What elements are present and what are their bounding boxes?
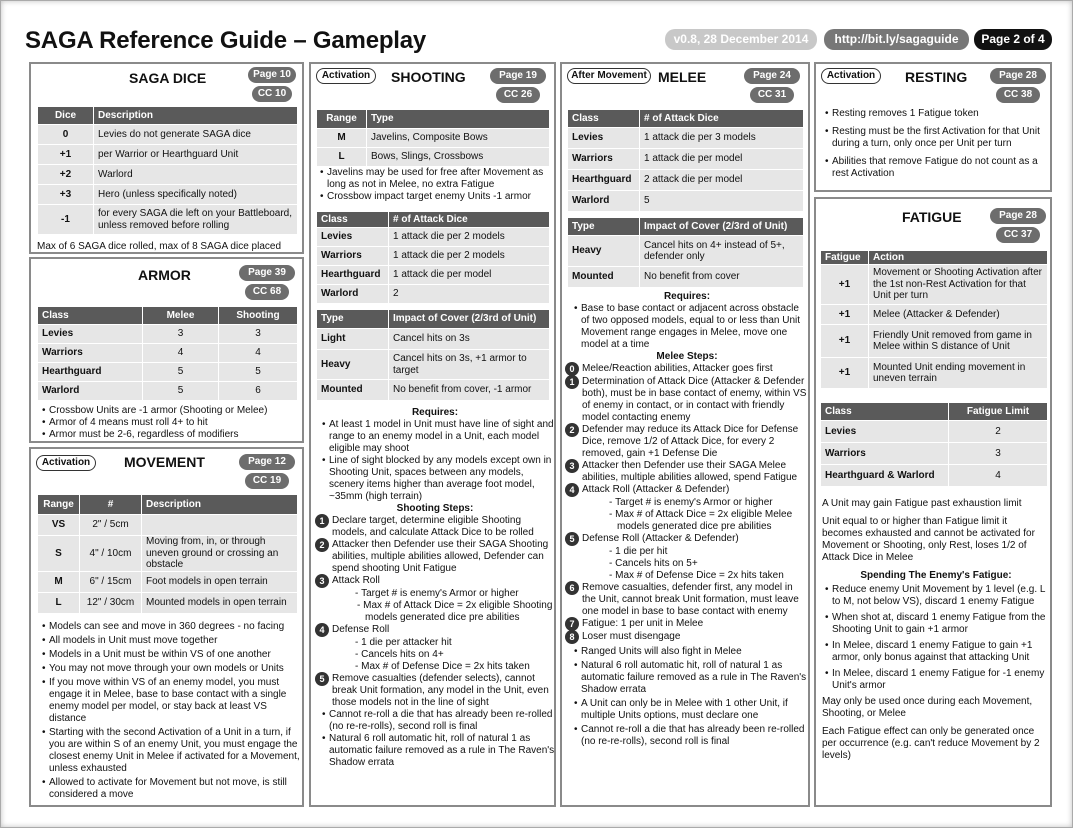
- melee-cover-table: [567, 217, 804, 288]
- guide-link[interactable]: http://bit.ly/sagaguide: [824, 29, 969, 50]
- requires-heading: Requires:: [411, 407, 459, 418]
- table-row: +1 Mounted Unit ending movement in uneven terrain: [821, 358, 1048, 389]
- list-item: • Cannot re-roll a die that has already been re-rolled (no re-re-rolls), second roll is final: [565, 724, 809, 748]
- table-row: +1 Movement or Shooting Activation after the 1st non-Rest Activation for that Unit per turn: [821, 265, 1048, 305]
- table-header: Shooting: [219, 307, 298, 325]
- list-item: • Crossbow impact target enemy Units -1 armor: [317, 191, 553, 203]
- table-row: Mounted No benefit from cover, -1 armor: [317, 380, 550, 401]
- melee-panel: [560, 62, 810, 807]
- movement-panel: [29, 447, 304, 807]
- table-header: Description: [94, 107, 298, 125]
- list-item: - Target # is enemy's Armor or higher: [609, 497, 773, 508]
- table-row: M Javelins, Composite Bows: [317, 129, 550, 148]
- list-item: 4 Defense Roll: [315, 624, 555, 637]
- table-header: Description: [142, 495, 298, 515]
- list-item: 3 Attacker then Defender use their SAGA Melee abilities, multiple abilities allowed, spend Fatigue: [565, 460, 809, 484]
- list-item: - Max # of Defense Dice = 2x hits taken: [609, 570, 784, 581]
- list-item: • In Melee, discard 1 enemy Fatigue for -1 enemy Unit's armor: [822, 668, 1050, 692]
- table-row: Hearthguard 2 attack die per model: [568, 170, 804, 191]
- step-number-icon: 8: [565, 630, 579, 644]
- list-item: • Armor of 4 means must roll 4+ to hit: [39, 417, 301, 429]
- version-badge: v0.8, 28 December 2014: [665, 29, 817, 50]
- shooting-activation-badge: Activation: [316, 68, 376, 84]
- step-number-icon: 5: [565, 532, 579, 546]
- table-row: L 12" / 30cm Mounted models in open terrain: [38, 593, 298, 614]
- table-row: +3 Hero (unless specifically noted): [38, 185, 298, 205]
- table-header: Type: [317, 310, 389, 329]
- table-row: Levies 1 attack die per 3 models: [568, 128, 804, 149]
- shooting-range-notes: [317, 167, 553, 203]
- fatigue-paragraph: A Unit may gain Fatigue past exhaustion limit: [822, 498, 1022, 509]
- list-item: 1 Determination of Attack Dice (Attacker & Defender both), must be in base contact of enemy, within VS of enemy in contact, or in contact with friendly model contacting enemy: [565, 376, 809, 424]
- table-row: -1 for every SAGA die left on your Battleboard, unless removed before rolling: [38, 205, 298, 235]
- step-number-icon: 4: [565, 483, 579, 497]
- list-item: 2 Attacker then Defender use their SAGA Shooting abilities, multiple abilities allowed, Defender can spend shooting Unit Fatigue: [315, 539, 555, 575]
- list-item: 5 Defense Roll (Attacker & Defender): [565, 533, 809, 546]
- fatigue-title: FATIGUE: [902, 209, 962, 225]
- list-item: 0 Melee/Reaction abilities, Attacker goes first: [565, 363, 809, 376]
- step-number-icon: 3: [315, 574, 329, 588]
- list-item: • Natural 6 roll automatic hit, roll of natural 1 as automatic failure removed as a rule in The Raven's Shadow errata: [315, 733, 555, 769]
- table-row: M 6" / 15cm Foot models in open terrain: [38, 572, 298, 593]
- movement-table: [37, 494, 298, 614]
- saga-dice-page-badge: Page 10: [248, 67, 296, 83]
- table-header: Dice: [38, 107, 94, 125]
- list-item: • Cannot re-roll a die that has already been re-rolled (no re-re-rolls), second roll is final: [315, 709, 555, 733]
- table-header: Class: [317, 212, 389, 228]
- steps-heading: Melee Steps:: [656, 351, 718, 362]
- list-item: 7 Fatigue: 1 per unit in Melee: [565, 618, 809, 631]
- list-item: • Base to base contact or adjacent across obstacle of two opposed models, equal to or less than Unit Movement range engages in Melee, move one model at a time: [565, 303, 809, 351]
- table-row: Warlord 5 6: [38, 382, 298, 401]
- fatigue-panel: [814, 197, 1052, 807]
- melee-cc-badge: CC 31: [750, 87, 794, 103]
- table-row: Hearthguard 5 5: [38, 363, 298, 382]
- saga-dice-panel: [29, 62, 304, 254]
- table-row: Warriors 3: [821, 443, 1048, 465]
- saga-dice-table: [37, 106, 298, 235]
- table-row: Warlord 5: [568, 191, 804, 212]
- list-item: - Cancels hits on 5+: [609, 558, 698, 569]
- armor-notes: [39, 405, 301, 441]
- list-item: • When shot at, discard 1 enemy Fatigue from the Shooting Unit to gain +1 armor: [822, 612, 1050, 636]
- resting-activation-badge: Activation: [821, 68, 881, 84]
- list-item: • Resting removes 1 Fatigue token: [822, 108, 1050, 120]
- list-item: • Crossbow Units are -1 armor (Shooting or Melee): [39, 405, 301, 417]
- table-row: Heavy Cancel hits on 4+ instead of 5+, defender only: [568, 236, 804, 267]
- resting-panel: [814, 62, 1052, 192]
- table-header: Range: [317, 110, 367, 129]
- saga-dice-cc-badge: CC 10: [252, 86, 292, 102]
- table-row: Levies 1 attack die per 2 models: [317, 228, 550, 247]
- saga-dice-title: SAGA DICE: [129, 70, 207, 86]
- list-item: • If you move within VS of an enemy model, you must engage it in Melee, base to base contact with a single enemy model per model, or stay back at least VS distance: [39, 677, 301, 725]
- resting-page-badge: Page 28: [990, 68, 1046, 84]
- table-row: Hearthguard 1 attack die per model: [317, 266, 550, 285]
- table-header: Type: [568, 218, 640, 236]
- shooting-cover-table: [316, 309, 550, 401]
- list-item: - 1 die per attacker hit: [355, 637, 452, 648]
- step-number-icon: 2: [565, 423, 579, 437]
- list-item: - Max # of Defense Dice = 2x hits taken: [355, 661, 530, 672]
- table-header: Impact of Cover (2/3rd of Unit): [389, 310, 550, 329]
- list-item: 1 Declare target, determine eligible Shooting models, and calculate Attack Dice to be rolled: [315, 515, 555, 539]
- list-item: - 1 die per hit: [609, 546, 668, 557]
- list-item: - Target # is enemy's Armor or higher: [355, 588, 519, 599]
- list-item: • Resting must be the first Activation for that Unit during a turn, only once per Unit per turn: [822, 126, 1050, 150]
- steps-heading: Shooting Steps:: [396, 503, 474, 514]
- list-item: 2 Defender may reduce its Attack Dice for Defense Dice, remove 1/2 of Attack Dice, for every 2 removed, gain +1 Defense Die: [565, 424, 809, 460]
- table-header: # of Attack Dice: [389, 212, 550, 228]
- shooting-attack-table: [316, 211, 550, 304]
- melee-attack-table: [567, 109, 804, 212]
- step-number-icon: 3: [565, 459, 579, 473]
- requires-heading: Requires:: [663, 291, 711, 302]
- movement-notes: [39, 621, 301, 801]
- table-row: Hearthguard & Warlord 4: [821, 465, 1048, 487]
- table-row: Levies 3 3: [38, 325, 298, 344]
- list-item: • Armor must be 2-6, regardless of modifiers: [39, 429, 301, 441]
- armor-cc-badge: CC 68: [245, 284, 289, 300]
- step-number-icon: 1: [315, 514, 329, 528]
- list-item: 6 Remove casualties, defender first, any model in the Unit, cannot break Unit formation, must leave one model in base to base contact with enemy: [565, 582, 809, 618]
- fatigue-paragraph: May only be used once during each Movement, Shooting, or Melee: [822, 696, 1033, 719]
- table-row: 0 Levies do not generate SAGA dice: [38, 125, 298, 145]
- table-row: +1 per Warrior or Hearthguard Unit: [38, 145, 298, 165]
- fatigue-rules: [822, 498, 1050, 762]
- step-number-icon: 5: [315, 672, 329, 686]
- list-item: 8 Loser must disengage: [565, 631, 809, 644]
- table-row: Warriors 1 attack die per model: [568, 149, 804, 170]
- table-row: Levies 2: [821, 421, 1048, 443]
- table-header: Class: [821, 403, 949, 421]
- list-item: 3 Attack Roll: [315, 575, 555, 588]
- list-item: 5 Remove casualties (defender selects), cannot break Unit formation, any model in the Unit, even those models not in the line of sight: [315, 673, 555, 709]
- table-header: # of Attack Dice: [640, 110, 804, 128]
- step-number-icon: 0: [565, 362, 579, 376]
- list-item: - Max # of Attack Dice = 2x eligible Melee models generated dice pre abilities: [609, 509, 793, 532]
- step-number-icon: 4: [315, 623, 329, 637]
- page-title: SAGA Reference Guide – Gameplay: [25, 27, 427, 54]
- table-header: Melee: [143, 307, 219, 325]
- table-header: Class: [568, 110, 640, 128]
- list-item: - Cancels hits on 4+: [355, 649, 444, 660]
- list-item: • Allowed to activate for Movement but not move, is still considered a move: [39, 777, 301, 801]
- list-item: • Models in a Unit must be within VS of one another: [39, 649, 301, 661]
- list-item: - Max # of Attack Dice = 2x eligible Shooting models generated dice pre abilities: [357, 600, 553, 623]
- melee-after-movement-badge: After Movement: [567, 68, 651, 84]
- armor-page-badge: Page 39: [239, 265, 295, 281]
- resting-cc-badge: CC 38: [996, 87, 1040, 103]
- armor-table: [37, 306, 298, 401]
- list-item: • At least 1 model in Unit must have line of sight and range to an enemy model in a Unit, each model eligible may shoot: [315, 419, 555, 455]
- list-item: • A Unit can only be in Melee with 1 other Unit, if multiple Units options, must declare one: [565, 698, 809, 722]
- fatigue-page-badge: Page 28: [990, 208, 1046, 224]
- table-header: Fatigue: [821, 251, 869, 265]
- movement-page-badge: Page 12: [239, 454, 295, 470]
- resting-title: RESTING: [905, 69, 968, 85]
- movement-activation-badge: Activation: [36, 455, 96, 471]
- table-row: +2 Warlord: [38, 165, 298, 185]
- step-number-icon: 7: [565, 617, 579, 631]
- table-header: Fatigue Limit: [949, 403, 1048, 421]
- table-row: L Bows, Slings, Crossbows: [317, 148, 550, 167]
- armor-title: ARMOR: [138, 267, 191, 283]
- table-header: Range: [38, 495, 80, 515]
- list-item: • Ranged Units will also fight in Melee: [565, 646, 809, 658]
- list-item: • Starting with the second Activation of a Unit in a turn, if you are within S of an enemy Unit, you must engage the closest enemy Unit in Melee if activated for a Movement, unless exhausted: [39, 727, 301, 775]
- fatigue-action-table: [820, 250, 1048, 389]
- fatigue-paragraph: Unit equal to or higher than Fatigue limit it becomes exhausted and cannot be activated for Movement or Shooting, only Rest, loses 1/2 of Attack Dice in Melee: [822, 516, 1035, 563]
- table-header: Impact of Cover (2/3rd of Unit): [640, 218, 804, 236]
- armor-panel: [29, 257, 304, 443]
- list-item: • Reduce enemy Unit Movement by 1 level (e.g. L to M, not below VS), discard 1 enemy Fatigue: [822, 584, 1050, 608]
- table-row: +1 Friendly Unit removed from game in Melee within S distance of Unit: [821, 325, 1048, 358]
- table-row: Warlord 2: [317, 285, 550, 304]
- table-header: Type: [367, 110, 550, 129]
- fatigue-cc-badge: CC 37: [996, 227, 1040, 243]
- table-row: Light Cancel hits on 3s: [317, 329, 550, 350]
- page-number-badge: Page 2 of 4: [974, 29, 1052, 50]
- movement-cc-badge: CC 19: [245, 473, 289, 489]
- step-number-icon: 6: [565, 581, 579, 595]
- melee-rules: [565, 291, 809, 748]
- table-row: Mounted No benefit from cover: [568, 267, 804, 288]
- step-number-icon: 1: [565, 375, 579, 389]
- shooting-panel: [309, 62, 556, 807]
- fatigue-paragraph: Each Fatigue effect can only be generated once per occurrence (e.g. can't reduce Movement by 2 levels): [822, 726, 1040, 761]
- movement-title: MOVEMENT: [124, 454, 205, 470]
- list-item: • Natural 6 roll automatic hit, roll of natural 1 as automatic failure removed as a rule in The Raven's Shadow errata: [565, 660, 809, 696]
- melee-page-badge: Page 24: [744, 68, 800, 84]
- table-row: Heavy Cancel hits on 3s, +1 armor to target: [317, 350, 550, 380]
- list-item: • All models in Unit must move together: [39, 635, 301, 647]
- shooting-title: SHOOTING: [391, 69, 466, 85]
- shooting-page-badge: Page 19: [490, 68, 546, 84]
- shooting-cc-badge: CC 26: [496, 87, 540, 103]
- table-header: #: [80, 495, 142, 515]
- list-item: • You may not move through your own models or Units: [39, 663, 301, 675]
- list-item: • Models can see and move in 360 degrees - no facing: [39, 621, 301, 633]
- saga-dice-note: Max of 6 SAGA dice rolled, max of 8 SAGA dice placed: [37, 241, 282, 252]
- table-row: Warriors 1 attack die per 2 models: [317, 247, 550, 266]
- table-row: +1 Melee (Attacker & Defender): [821, 305, 1048, 325]
- table-row: S 4" / 10cm Moving from, in, or through uneven ground or crossing an obstacle: [38, 536, 298, 572]
- list-item: • In Melee, discard 1 enemy Fatigue to gain +1 armor, only bonus against that attacking Unit: [822, 640, 1050, 664]
- table-header: Action: [869, 251, 1048, 265]
- shooting-range-table: [316, 109, 550, 167]
- list-item: • Abilities that remove Fatigue do not count as a rest Activation: [822, 156, 1050, 180]
- list-item: • Line of sight blocked by any models except own in Shooting Unit, spaces between any models, scenery items higher than average foot model, ~35mm (high terrain): [315, 455, 555, 503]
- melee-title: MELEE: [658, 69, 707, 85]
- list-item: • Javelins may be used for free after Movement as long as not in Melee, no extra Fatigue: [317, 167, 553, 191]
- spending-heading: Spending The Enemy's Fatigue:: [860, 570, 1012, 581]
- fatigue-limit-table: [820, 402, 1048, 487]
- table-row: Warriors 4 4: [38, 344, 298, 363]
- step-number-icon: 2: [315, 538, 329, 552]
- resting-notes: [822, 108, 1050, 180]
- shooting-rules: [315, 407, 555, 769]
- table-header: Class: [38, 307, 143, 325]
- table-row: VS 2" / 5cm: [38, 515, 298, 536]
- list-item: 4 Attack Roll (Attacker & Defender): [565, 484, 809, 497]
